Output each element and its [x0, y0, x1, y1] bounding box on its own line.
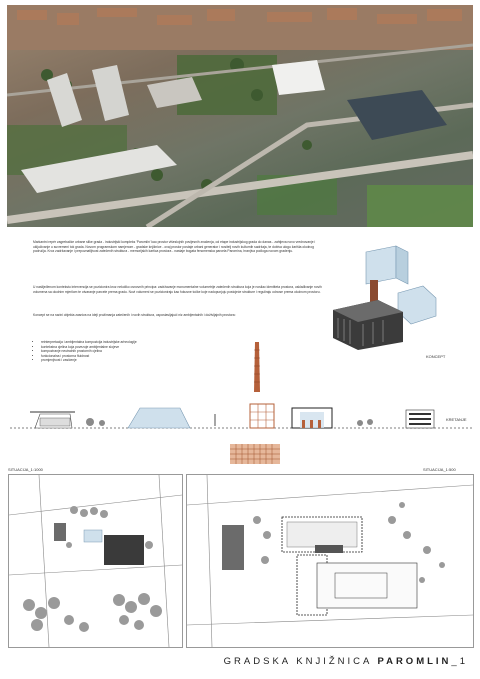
list-item: • kompoziranje neutralnih prostornih cjelina	[41, 349, 241, 354]
chimney-art	[253, 342, 261, 392]
paragraph-context: U naslijeđenom kontekstu intervencija se pozicionira kroz nekoliko osnovnih principa: zadržavanje monumentalne volumetrije zatečenih struktura koja je nosilac identiteta prostora, usklađivanje novih volumena sa okolnim mjerilom te otvaranje parcele prema gradu. Novi volumeni se pozicioniraju kao fokusne točke koje nadopunjuju postojeće strukture i reguliraju odnose prema okolnom prostoru.	[33, 285, 322, 294]
project-title	[224, 656, 468, 667]
concept-axonometric	[318, 238, 448, 350]
list-item: • reinterpretacija i ambijentalna kompozicija industrijske arheologije	[41, 340, 241, 345]
situacija-left-label: SITUACIJA_1:1000	[8, 467, 43, 472]
chimney-drawing	[253, 342, 261, 392]
situacija-right-label: SITUACIJA_1:500	[423, 467, 456, 472]
title-name: PAROMLIN	[377, 656, 452, 667]
list-item: • funkcionalna i prostorna fluidnost	[41, 354, 241, 359]
brick-facade-art	[230, 444, 280, 464]
paragraph-concept: Koncept se na razini objekta zasniva na ideji prožimanja zatečenih i novih struktura, uspostavljajući niz ambijentalnih i doživljajnih prostora:	[33, 313, 236, 317]
title-prefix: GRADSKA KNJIŽNICA	[223, 656, 372, 667]
aerial-photo-art	[7, 5, 473, 227]
list-item: • kontekstna cjelina koja povezuje ambijentalne slojeve	[41, 345, 241, 350]
koncept-label: KONCEPT	[426, 354, 446, 359]
site-plan-left-art	[9, 475, 182, 647]
title-suffix: _1	[451, 656, 468, 667]
movement-section-art	[10, 396, 472, 442]
kretanje-label: KRETANJE	[446, 417, 467, 422]
site-plan-left	[8, 474, 183, 648]
movement-section	[10, 396, 472, 442]
brick-facade	[230, 444, 280, 464]
concept-bullet-list	[33, 340, 241, 363]
paragraph-intro: Markantni repér zagrebačke urbane slike grada - industrijski kompleks 'Paromlin' kao prostor višeslojnih povijesnih značenja, od etape industrijskog grada do danas - zahtjeva novo vrednovanje i uključivanje u suvremeni tok grada. Novom programskom namjenom - gradske knjižnice - ovaj prostor postaje urbani generator i nositelj novih kulturnih sadržaja, te dobiva ulogu žarišta okolnog područja. Kroz zadržavanje i prepoznatljivost zatečenih struktura - memorijskih kartica prostora - nastaje bogata fenomenska parcela Paromina, hranjiva podloga novom gradenju.	[33, 240, 316, 254]
site-plan-right-art	[187, 475, 473, 647]
site-plan-right	[186, 474, 474, 648]
list-item: • promjenjivost i zasićenje	[41, 358, 241, 363]
concept-diagram	[318, 238, 448, 350]
aerial-photo	[7, 5, 473, 227]
